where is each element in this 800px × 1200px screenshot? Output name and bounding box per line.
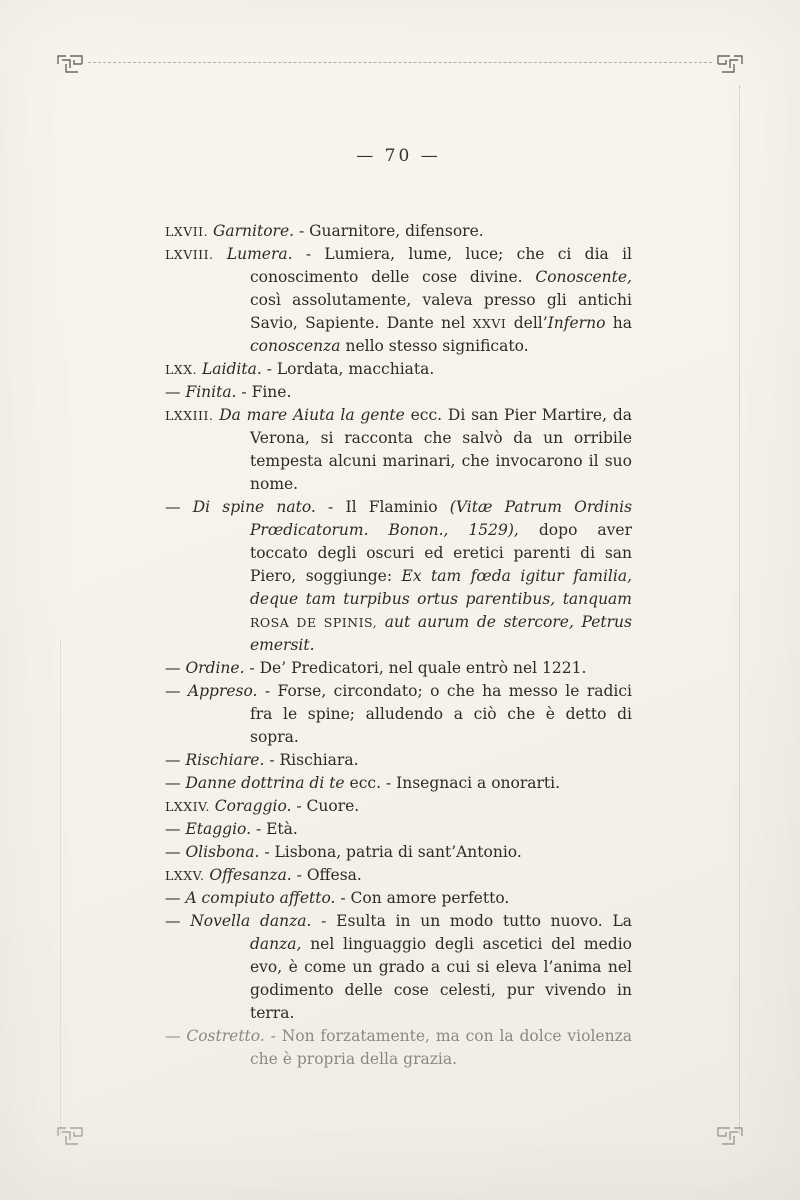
- entry-term: Etaggio.: [185, 820, 252, 838]
- glossary-entry: [165, 358, 632, 381]
- entry-term: Da mare Aiuta la gente: [219, 406, 405, 424]
- entry-term: A compiuto affetto.: [185, 889, 336, 907]
- entry-text: - Non forzatamente, ma con la dolce violenza che è propria della grazia.: [250, 1027, 632, 1068]
- entry-text: - Rischiara.: [264, 751, 359, 769]
- glossary-entry: [165, 795, 632, 818]
- entry-text: - Cuore.: [291, 797, 360, 815]
- glossary-entry: [165, 496, 632, 657]
- entry-text: - Lisbona, patria di sant’Antonio.: [259, 843, 522, 861]
- entry-text: - Guarnitore, difensore.: [294, 222, 484, 240]
- fret-corner-ornament-icon: [716, 52, 744, 80]
- entry-term: Appreso.: [187, 682, 258, 700]
- entry-text: - Con amore perfetto.: [335, 889, 510, 907]
- entry-label: LXVII.: [165, 224, 209, 239]
- glossary-entry: [165, 220, 632, 243]
- glossary-list: [165, 220, 632, 1071]
- glossary-entry: [165, 1025, 632, 1071]
- page-number: — 70 —: [356, 146, 441, 166]
- entry-term: conoscenza: [250, 337, 341, 355]
- entry-term: aut aurum de stercore, Petrus emersit.: [250, 613, 632, 654]
- entry-label: —: [165, 659, 181, 677]
- entry-label: —: [165, 1027, 181, 1045]
- entry-text: XXVI: [472, 316, 507, 331]
- entry-term: Garnitore.: [213, 222, 295, 240]
- entry-text: - Lumiera, lume, luce; che ci dia il conoscimento delle cose divine.: [250, 245, 632, 286]
- entry-label: LXXIII.: [165, 408, 214, 423]
- entry-label: —: [165, 682, 181, 700]
- entry-label: LXVIII.: [165, 247, 214, 262]
- glossary-entry: [165, 864, 632, 887]
- entry-term: Costretto.: [186, 1027, 265, 1045]
- entry-term: Novella danza.: [190, 912, 312, 930]
- entry-text: ecc. Di san Pier Martire, da Verona, si racconta che salvò da un orribile tempesta alcuni marinari, che invocarono il suo nome.: [250, 406, 632, 493]
- entry-term: Rischiare.: [185, 751, 265, 769]
- entry-term: Lumera.: [226, 245, 293, 263]
- entry-text: nello stesso significato.: [340, 337, 529, 355]
- left-dotted-rule: [60, 640, 61, 1134]
- entry-text: ha: [605, 314, 632, 332]
- top-dotted-rule: [88, 62, 712, 63]
- entry-term: Finita.: [185, 383, 237, 401]
- entry-term: Coraggio.: [214, 797, 292, 815]
- glossary-entry: [165, 818, 632, 841]
- entry-text: dell’: [506, 314, 548, 332]
- entry-term: Inferno: [547, 314, 606, 332]
- entry-term: danza,: [250, 935, 302, 953]
- glossary-entry: [165, 243, 632, 358]
- entry-text: - Età.: [251, 820, 298, 838]
- entry-text: - Esulta in un modo tutto nuovo. La: [311, 912, 632, 930]
- entry-text: - De’ Predicatori, nel quale entrò nel 1221.: [244, 659, 587, 677]
- entry-label: —: [165, 889, 181, 907]
- entry-text: - Offesa.: [291, 866, 362, 884]
- entry-term: Offesanza.: [209, 866, 292, 884]
- entry-label: —: [165, 498, 181, 516]
- glossary-entry: [165, 841, 632, 864]
- entry-term: (Vitæ Patrum Ordinis Prœdicatorum. Bonon., 1529),: [250, 498, 633, 539]
- entry-label: LXX.: [165, 362, 198, 377]
- entry-term: Di spine nato.: [192, 498, 316, 516]
- entry-text: - Forse, circondato; o che ha messo le radici fra le spine; alludendo a ciò che è detto di sopra.: [250, 682, 632, 746]
- entry-label: LXXIV.: [165, 799, 210, 814]
- glossary-entry: [165, 404, 632, 496]
- entry-term: Conoscente,: [535, 268, 632, 286]
- glossary-entry: [165, 680, 632, 749]
- entry-term: Laidita.: [202, 360, 262, 378]
- entry-term: Ordine.: [185, 659, 245, 677]
- entry-text: ROSA DE SPINIS,: [250, 615, 378, 630]
- entry-text: così assolutamente, valeva presso gli antichi Savio, Sapiente. Dante nel: [250, 291, 632, 332]
- right-dotted-rule: [739, 86, 740, 1134]
- entry-label: —: [165, 383, 181, 401]
- entry-text: dopo aver toccato degli oscuri ed eretici parenti di san Piero, soggiunge:: [250, 521, 632, 585]
- entry-text: - Lordata, macchiata.: [261, 360, 435, 378]
- entry-term: Ex tam fœda igitur familia, deque tam turpibus ortus parentibus, tanquam: [250, 567, 632, 608]
- glossary-entry: [165, 772, 632, 795]
- glossary-entry: [165, 749, 632, 772]
- glossary-entry: [165, 887, 632, 910]
- glossary-entry: [165, 910, 632, 1025]
- entry-label: —: [165, 820, 181, 838]
- entry-label: LXXV.: [165, 868, 205, 883]
- fret-corner-ornament-icon: [56, 52, 84, 80]
- entry-label: —: [165, 843, 181, 861]
- glossary-entry: [165, 381, 632, 404]
- entry-text: - Fine.: [236, 383, 292, 401]
- glossary-entry: [165, 657, 632, 680]
- entry-term: Danne dottrina di te: [185, 774, 345, 792]
- entry-text: ecc. - Insegnaci a onorarti.: [344, 774, 561, 792]
- entry-text: nel linguaggio degli ascetici del medio evo, è come un grado a cui si eleva l’anima nel godimento delle cose celesti, pur vivendo in terra.: [250, 935, 632, 1022]
- entry-label: —: [165, 912, 181, 930]
- entry-label: —: [165, 774, 181, 792]
- entry-label: —: [165, 751, 181, 769]
- entry-term: Olisbona.: [185, 843, 260, 861]
- entry-text: - Il Flaminio: [315, 498, 450, 516]
